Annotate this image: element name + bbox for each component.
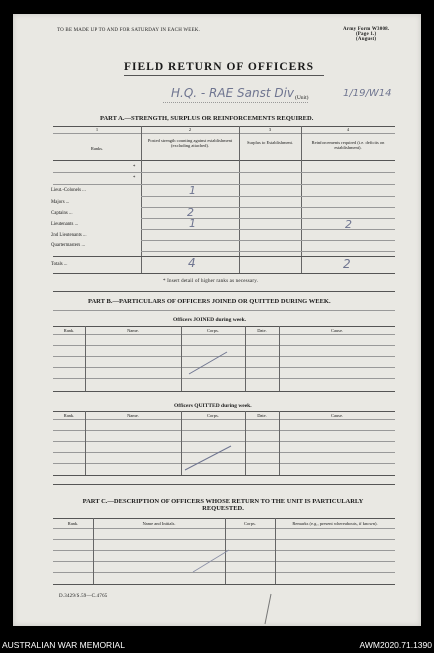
joined-col-rank: Rank. <box>63 328 75 333</box>
quitted-col-corps: Corps. <box>207 413 219 418</box>
army-form-number: Army Form W3008. (Page 1.) (August) <box>343 27 390 42</box>
posted-lieut-colonels: 1 <box>189 184 196 197</box>
part-a-heading: PART A.—STRENGTH, SURPLUS OR REINFORCEMENTS REQUIRED. <box>100 115 314 122</box>
col-header-reinforcements: Reinforcements required (i.e. deficits on establishment). <box>311 140 385 150</box>
totals-reinforce: 2 <box>343 257 351 271</box>
quitted-col-rank: Rank. <box>63 413 75 418</box>
col-header-surplus: Surplus to Establishment. <box>246 140 294 145</box>
quitted-strike-line <box>185 446 231 470</box>
reinforce-lieutenants: 2 <box>345 218 352 231</box>
rank-lieut-colonels: Lieut.-Colonels ... <box>51 188 86 193</box>
col-number-4: 4 <box>346 127 350 132</box>
rank-captains: Captains ... <box>51 211 73 216</box>
quitted-col-name: Name. <box>127 413 139 418</box>
print-code: D.3429/S.59—C.4765 <box>59 594 108 599</box>
rank-row-star-2: * <box>133 176 136 181</box>
col-number-3: 3 <box>268 127 272 132</box>
joined-col-date: Date. <box>257 328 267 333</box>
joined-col-cause: Cause. <box>330 328 344 333</box>
col-header-posted: Posted strength counting against establishment (excluding attached). <box>147 138 233 148</box>
form-sheet <box>13 14 421 626</box>
rank-quartermasters: Quartermasters ... <box>51 243 86 248</box>
part-c-strike-line <box>193 550 229 572</box>
quitted-col-date: Date. <box>257 413 267 418</box>
part-b-heading: PART B.—PARTICULARS OF OFFICERS JOINED OR QUITTED DURING WEEK. <box>88 298 331 305</box>
joined-col-name: Name. <box>127 328 139 333</box>
joined-col-corps: Corps. <box>207 328 219 333</box>
unit-label: (Unit) <box>295 95 309 101</box>
form-title: FIELD RETURN OF OFFICERS <box>124 61 315 73</box>
quitted-col-cause: Cause. <box>330 413 344 418</box>
strike-marks <box>13 14 421 626</box>
part-c-col-name: Name and Initials. <box>142 521 176 526</box>
rank-lieutenants: Lieutenants ... <box>51 222 79 227</box>
rank-row-star-1: * <box>133 165 136 170</box>
part-c-col-corps: Corps. <box>244 521 256 526</box>
posted-lieutenants: 1 <box>189 217 196 230</box>
footer-accession: AWM2020.71.1390 <box>359 640 432 650</box>
quitted-title: Officers QUITTED during week. <box>174 403 252 409</box>
part-c-col-remarks: Remarks (e.g., present whereabouts, if known). <box>292 521 378 526</box>
part-a-footnote: * Insert detail of higher ranks as necessary. <box>163 279 259 284</box>
part-c-col-rank: Rank. <box>67 521 79 526</box>
col-number-2: 2 <box>188 127 192 132</box>
posted-captains: 2 <box>187 206 194 219</box>
col-header-ranks: Ranks. <box>90 146 104 151</box>
rank-2nd-lieutenants: 2nd Lieutenants ... <box>51 233 87 238</box>
footer-institution: AUSTRALIAN WAR MEMORIAL <box>2 640 125 650</box>
margin-mark <box>265 594 271 624</box>
totals-label: Totals ... <box>51 262 68 267</box>
part-c-heading: PART C.—DESCRIPTION OF OFFICERS WHOSE RETURN TO THE UNIT IS PARTICULARLY REQUESTED. <box>82 498 364 512</box>
joined-title: Officers JOINED during week. <box>173 317 247 323</box>
date-handwritten: 1/19/W14 <box>343 88 392 99</box>
rank-majors: Majors ... <box>51 200 70 205</box>
header-note: TO BE MADE UP TO AND FOR SATURDAY IN EACH WEEK. <box>57 28 201 33</box>
col-number-1: 1 <box>95 127 99 132</box>
unit-handwritten: H.Q. - RAE Sanst Div <box>171 86 295 100</box>
joined-strike-line <box>189 352 227 374</box>
totals-posted: 4 <box>188 256 196 270</box>
